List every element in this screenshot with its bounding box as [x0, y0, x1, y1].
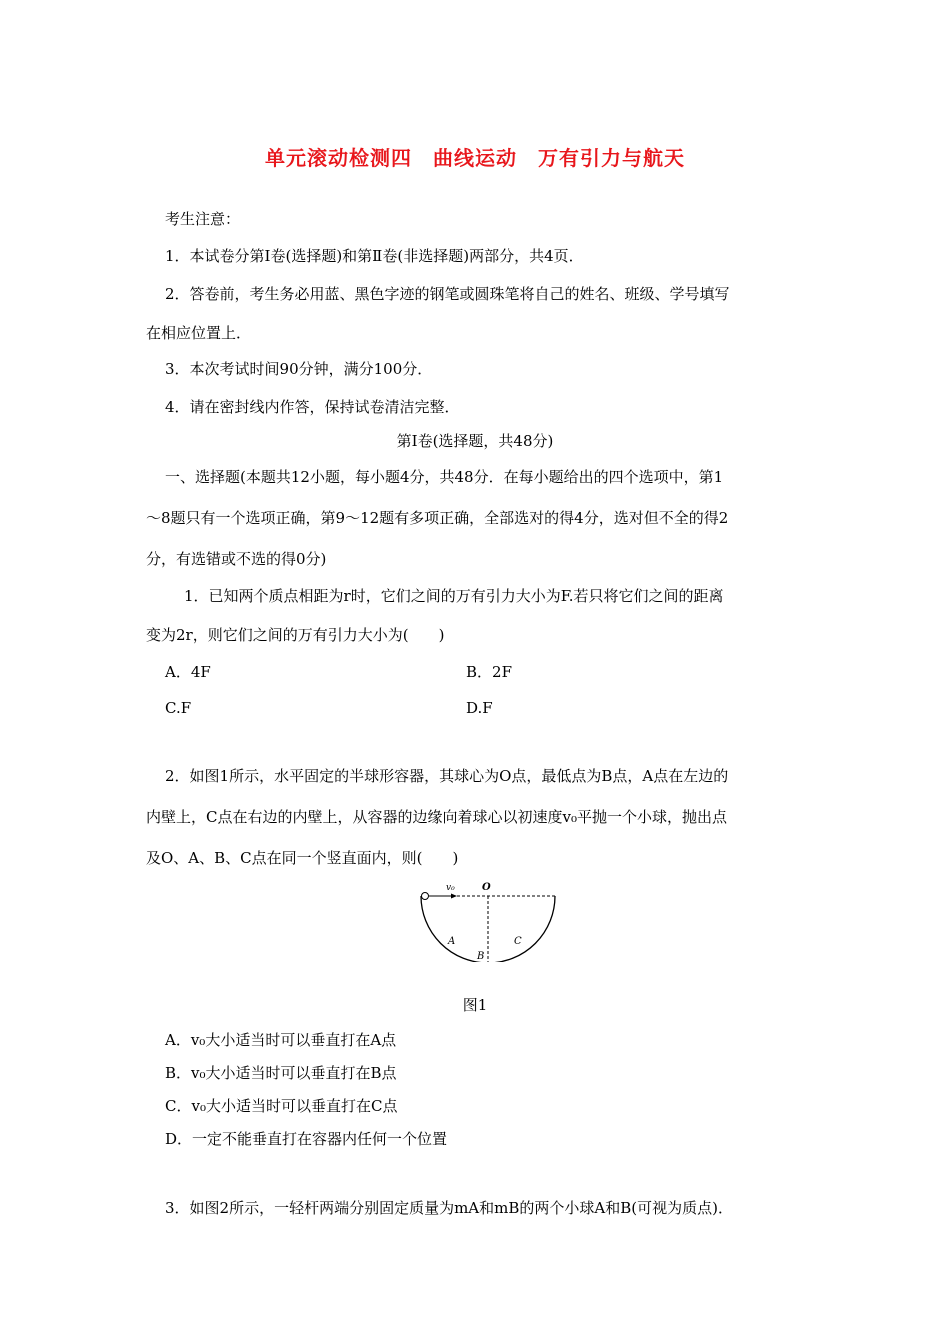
- section-intro-line: 分，有选错或不选的得0分): [146, 550, 327, 568]
- section-intro-line: ～8题只有一个选项正确，第9～12题有多项正确，全部选对的得4分，选对但不全的得2: [146, 509, 729, 527]
- question-1-option-a: A．4F: [165, 663, 211, 681]
- question-2-stem: 及O、A、B、C点在同一个竖直面内，则( ): [146, 849, 459, 867]
- question-2-option-d: D．一定不能垂直打在容器内任何一个位置: [165, 1130, 448, 1148]
- question-1-stem: 1．已知两个质点相距为r时，它们之间的万有引力大小为F.若只将它们之间的距离: [184, 587, 724, 605]
- arrow-head: [451, 894, 457, 899]
- notice-item: 在相应位置上．: [146, 324, 252, 342]
- section-intro-line: 一、选择题(本题共12小题，每小题4分，共48分．在每小题给出的四个选项中，第1: [165, 468, 724, 486]
- question-2-option-a: A．v₀大小适当时可以垂直打在A点: [165, 1031, 397, 1049]
- question-2-stem: 2．如图1所示，水平固定的半球形容器，其球心为O点，最低点为B点，A点在左边的: [165, 767, 729, 785]
- question-3-stem: 3．如图2所示，一轻杆两端分别固定质量为mA和mB的两个小球A和B(可视为质点)．: [165, 1199, 733, 1217]
- label-c: C: [514, 936, 522, 947]
- question-1-option-b: B．2F: [466, 663, 512, 681]
- figure-caption: 图1: [462, 996, 488, 1014]
- notice-item: 2．答卷前，考生务必用蓝、黑色字迹的钢笔或圆珠笔将自己的姓名、班级、学号填写: [165, 285, 730, 303]
- question-2-stem: 内壁上，C点在右边的内壁上，从容器的边缘向着球心以初速度v₀平抛一个小球，抛出点: [146, 808, 727, 826]
- question-2-option-b: B．v₀大小适当时可以垂直打在B点: [165, 1064, 397, 1082]
- question-1-stem: 变为2r，则它们之间的万有引力大小为( ): [146, 626, 445, 644]
- page-title: 单元滚动检测四 曲线运动 万有引力与航天: [265, 146, 685, 170]
- hemisphere-container-figure: [418, 878, 558, 962]
- label-a: A: [448, 936, 456, 947]
- section-title: 第Ⅰ卷(选择题，共48分): [396, 432, 554, 450]
- question-2-option-c: C．v₀大小适当时可以垂直打在C点: [165, 1097, 398, 1115]
- ball: [422, 893, 429, 900]
- label-b: B: [477, 951, 485, 962]
- notice-item: 4．请在密封线内作答，保持试卷清洁完整．: [165, 398, 460, 416]
- notice-item: 1．本试卷分第Ⅰ卷(选择题)和第Ⅱ卷(非选择题)两部分，共4页．: [165, 247, 584, 265]
- notice-item: 3．本次考试时间90分钟，满分100分．: [165, 360, 433, 378]
- notice-heading: 考生注意：: [165, 210, 241, 228]
- question-1-option-d: D.F: [466, 699, 493, 717]
- question-1-option-c: C.F: [165, 699, 192, 717]
- label-v0: v₀: [446, 883, 455, 893]
- label-o: O: [482, 882, 491, 893]
